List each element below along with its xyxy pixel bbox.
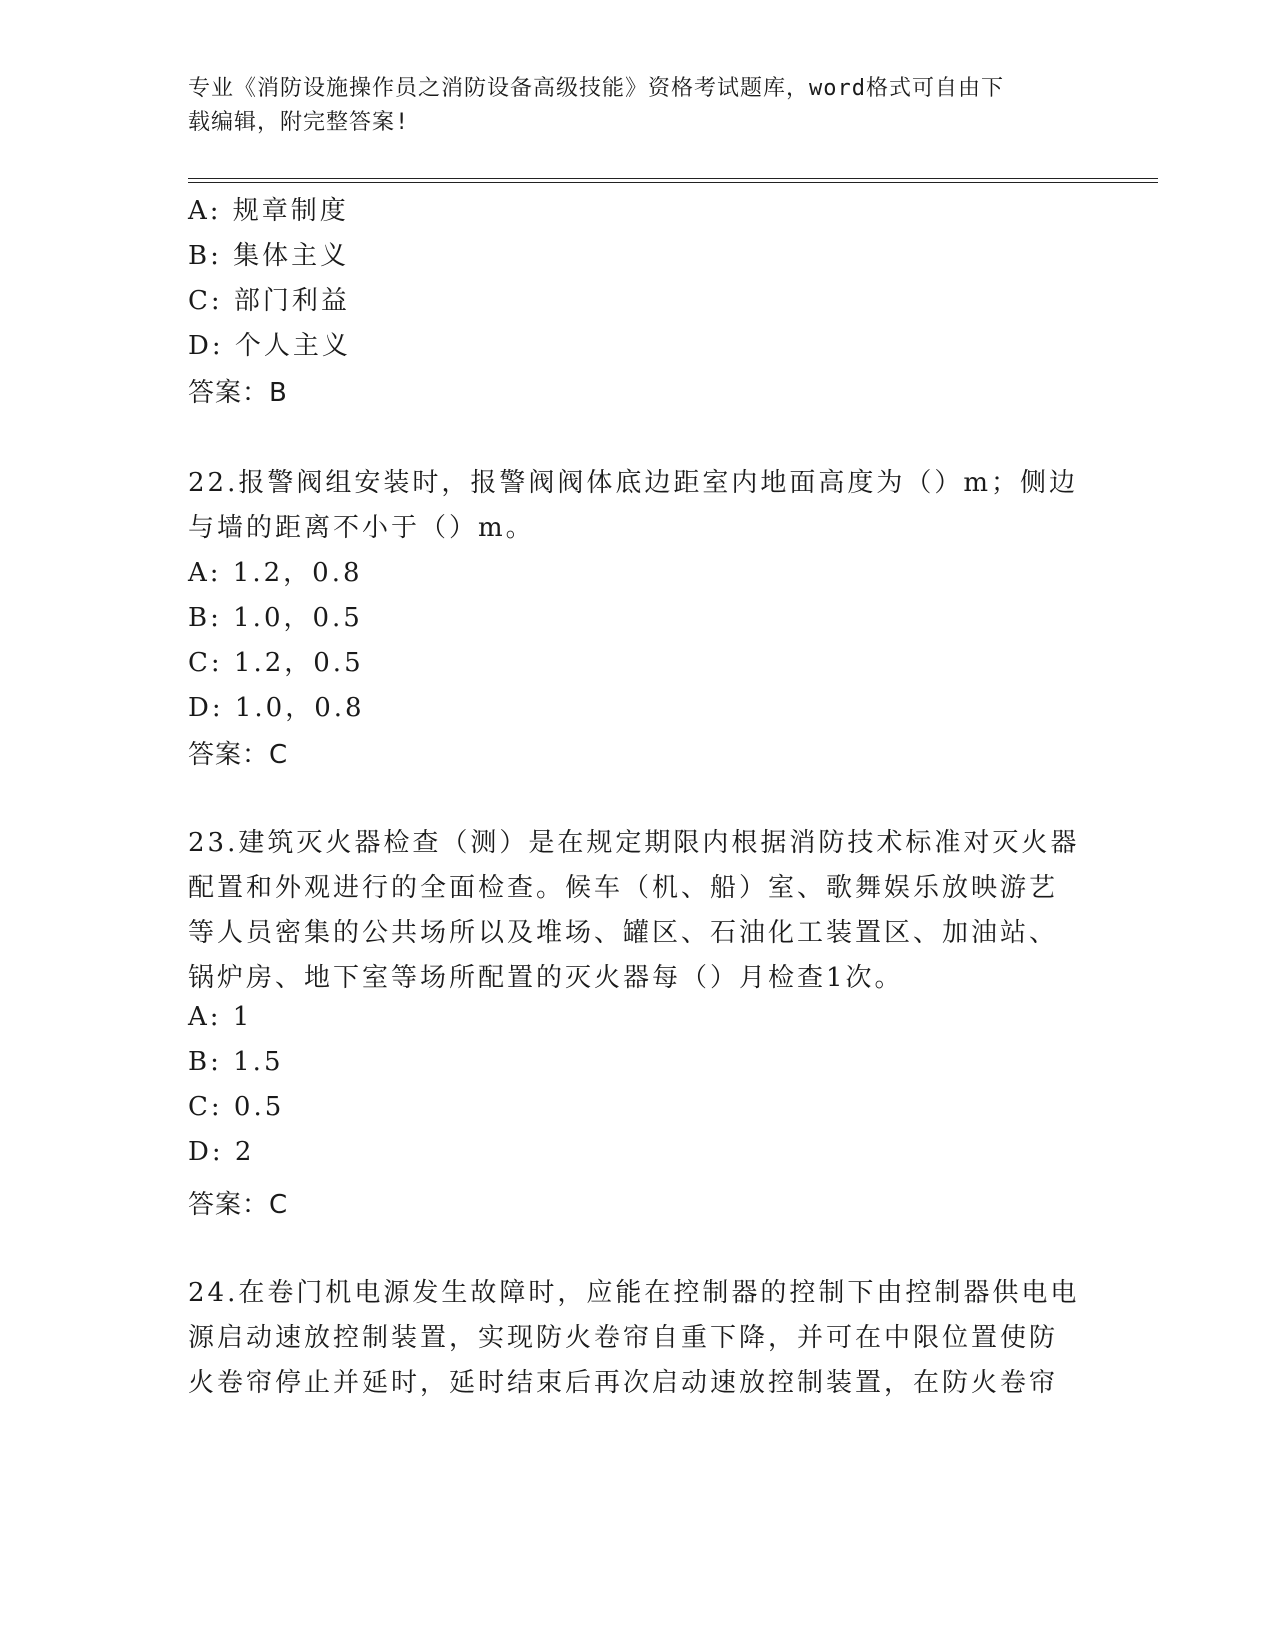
q22-stem-line-2: 与墙的距离不小于（）m。 [188, 513, 535, 543]
q24-stem-line-3: 火卷帘停止并延时，延时结束后再次启动速放控制装置，在防火卷帘 [188, 1368, 1059, 1398]
header-line-1: 专业《消防设施操作员之消防设备高级技能》资格考试题库，word格式可自由下 [188, 76, 1004, 101]
q23-stem-line-4: 锅炉房、地下室等场所配置的灭火器每（）月检查1次。 [188, 963, 904, 993]
q21-option-b: B: 集体主义 [188, 241, 350, 271]
q23-option-c: C: 0.5 [188, 1092, 285, 1122]
q23-answer: 答案：C [188, 1190, 289, 1220]
header-divider-top [188, 178, 1158, 179]
q23-option-a: A: 1 [188, 1002, 253, 1032]
q23-option-b: B: 1.5 [188, 1047, 284, 1077]
q22-answer: 答案：C [188, 740, 289, 770]
q22-option-d: D: 1.0，0.8 [188, 693, 365, 723]
q22-option-a: A: 1.2，0.8 [188, 558, 363, 588]
q24-stem-line-1: 24.在卷门机电源发生故障时，应能在控制器的控制下由控制器供电电 [188, 1278, 1080, 1308]
q24-stem-line-2: 源启动速放控制装置，实现防火卷帘自重下降，并可在中限位置使防 [188, 1323, 1059, 1353]
q22-stem-line-1: 22.报警阀组安装时，报警阀阀体底边距室内地面高度为（）m；侧边 [188, 468, 1079, 498]
document-header [188, 72, 1068, 140]
q22-option-b: B: 1.0，0.5 [188, 603, 363, 633]
header-line-2: 载编辑，附完整答案! [188, 110, 410, 135]
q23-stem-line-3: 等人员密集的公共场所以及堆场、罐区、石油化工装置区、加油站、 [188, 918, 1059, 948]
q21-option-a: A: 规章制度 [188, 196, 349, 226]
q22-option-c: C: 1.2，0.5 [188, 648, 364, 678]
q23-option-d: D: 2 [188, 1137, 255, 1167]
q21-answer: 答案：B [188, 378, 288, 408]
q23-stem-line-2: 配置和外观进行的全面检查。候车（机、船）室、歌舞娱乐放映游艺 [188, 873, 1059, 903]
q23-stem-line-1: 23.建筑灭火器检查（测）是在规定期限内根据消防技术标准对灭火器 [188, 828, 1080, 858]
q21-option-d: D: 个人主义 [188, 331, 351, 361]
header-divider-bottom [188, 182, 1158, 183]
q21-option-c: C: 部门利益 [188, 286, 350, 316]
